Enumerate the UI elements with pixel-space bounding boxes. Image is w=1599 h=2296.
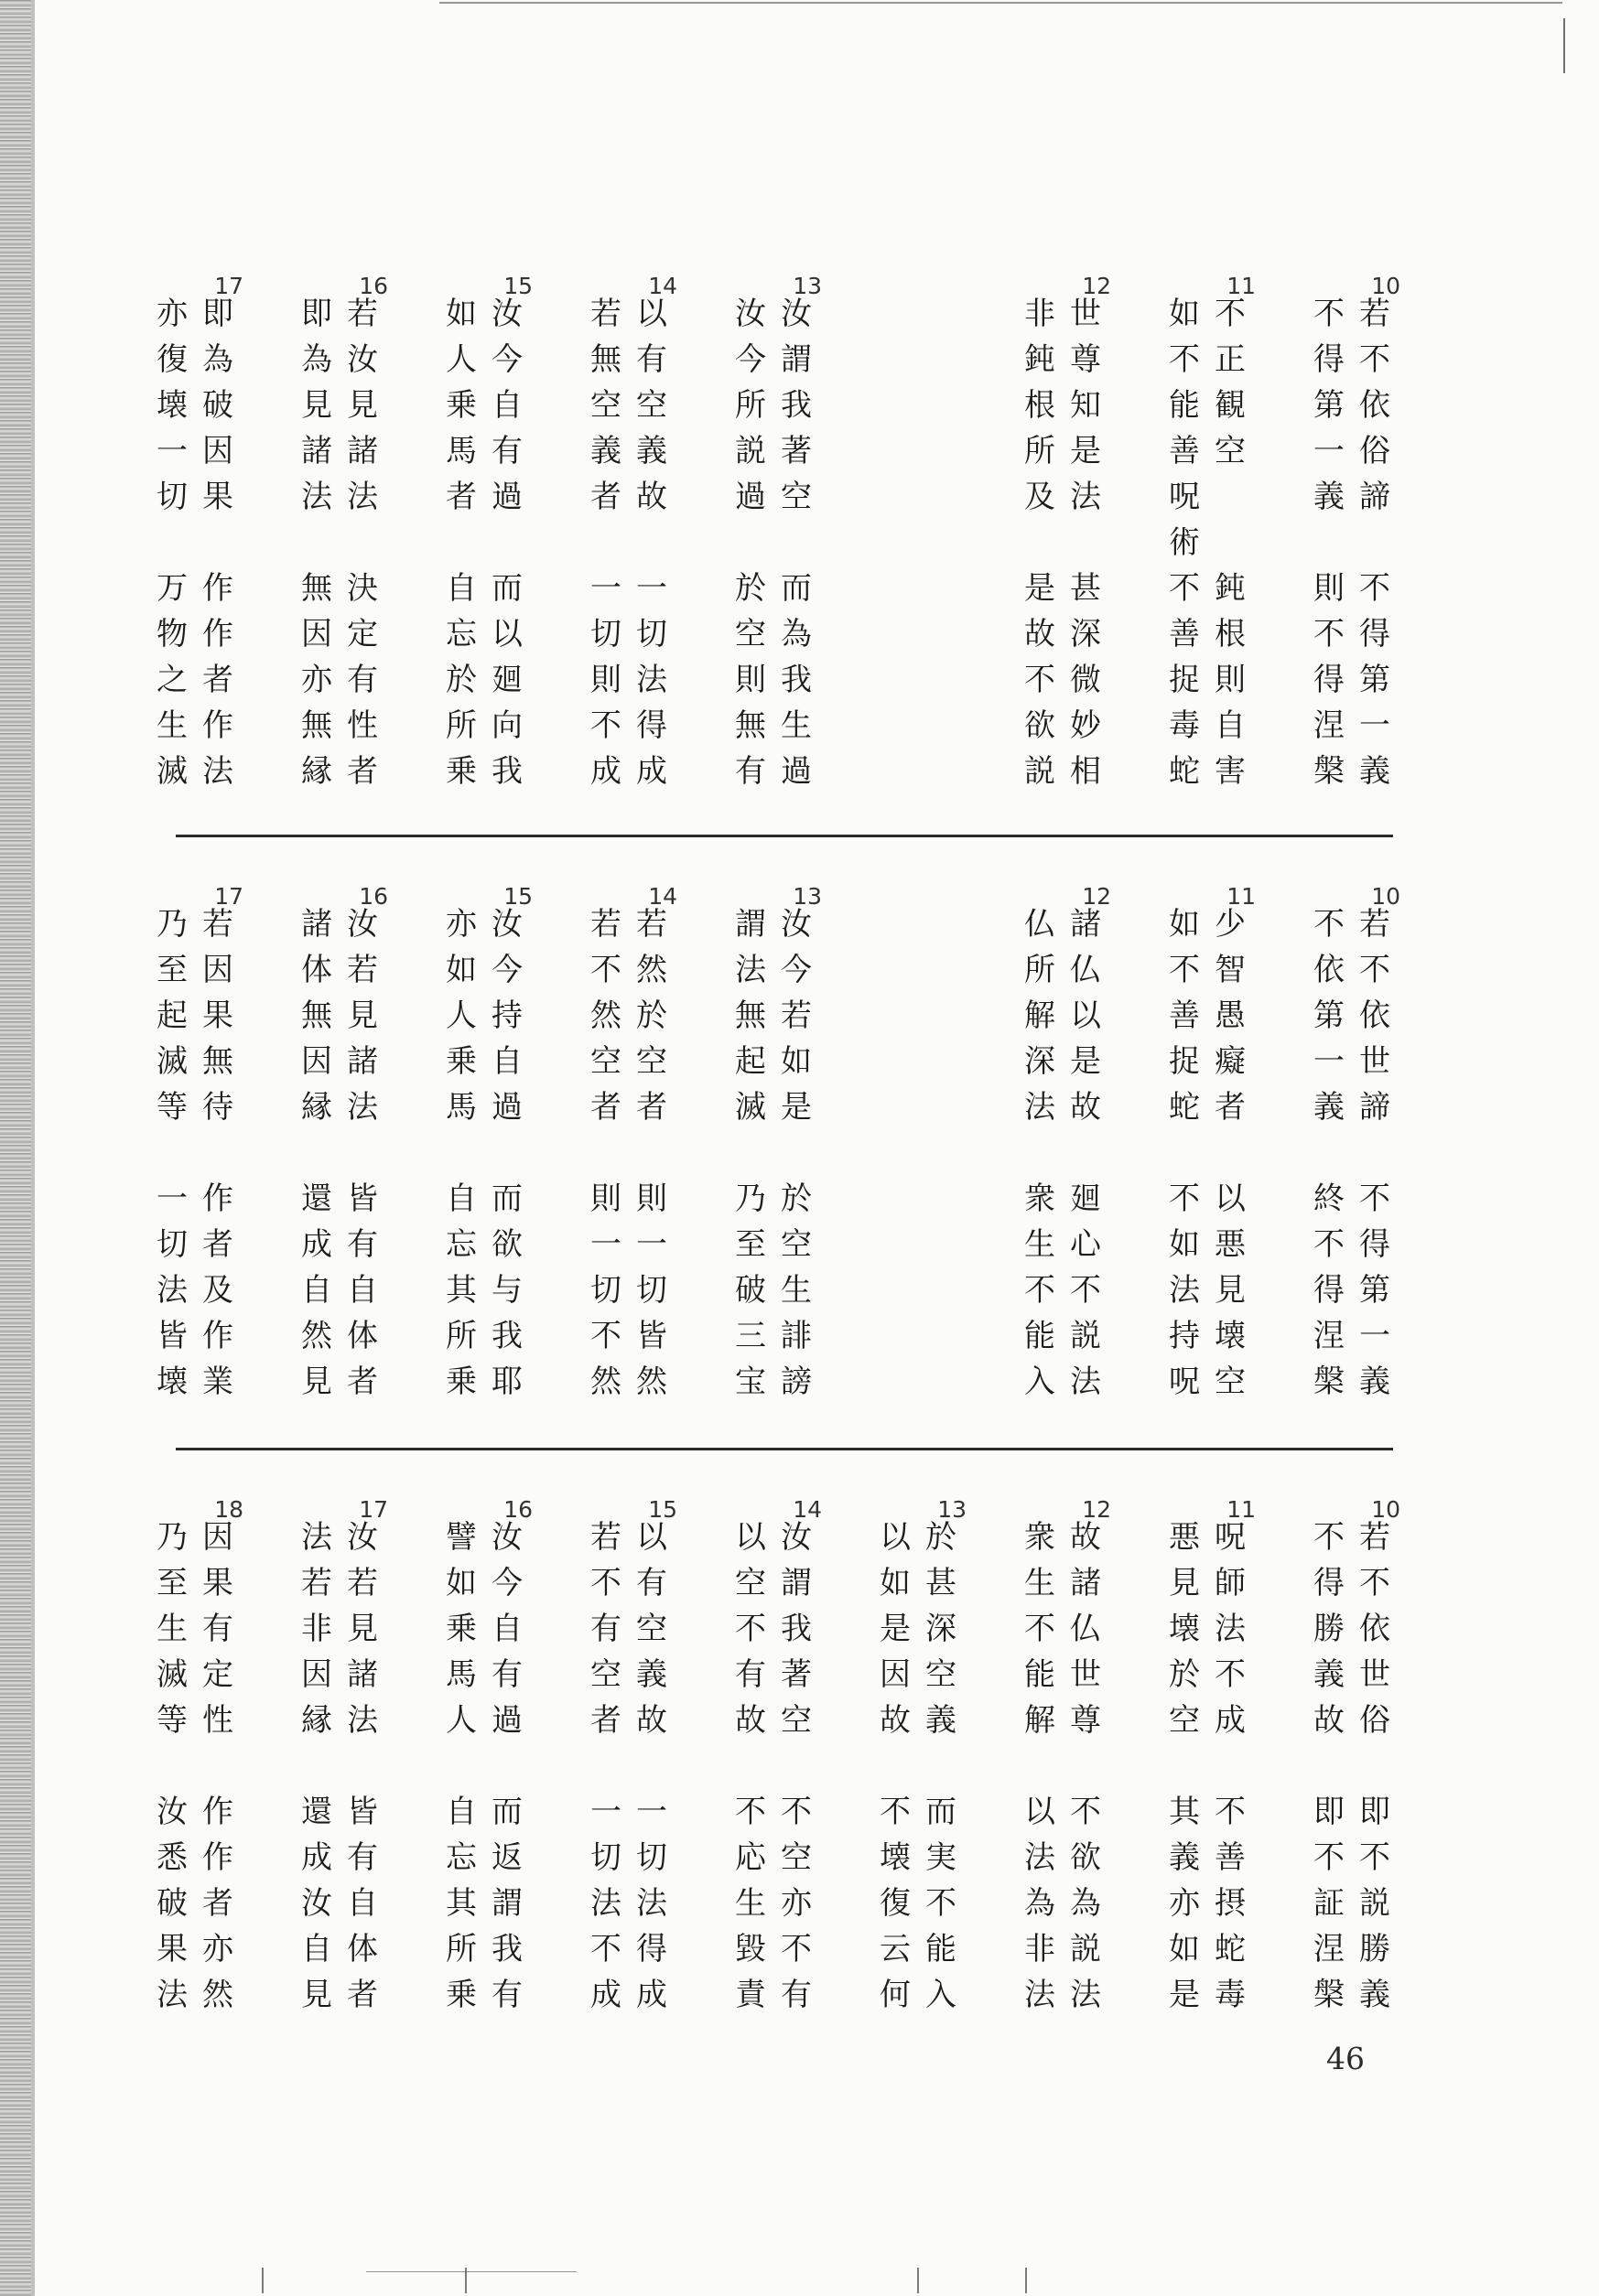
verse-number: 12 — [1082, 1496, 1111, 1523]
verse-line-left-upper: 若不然空者 — [590, 906, 621, 1126]
verse-column — [567, 1496, 677, 2064]
verse-line-right-upper: 不正観空 — [1215, 296, 1246, 469]
verse-line-right-upper: 若不依俗諦 — [1359, 296, 1390, 515]
verse-line-right-upper: 呪師法不成 — [1215, 1519, 1246, 1739]
verse-line-right-upper: 汝今自有過 — [492, 296, 523, 515]
verse-line-left-lower: 則不得涅槃 — [1313, 570, 1345, 790]
verse-line-left-upper: 亦如人乗馬 — [446, 906, 477, 1126]
verse-line-left-lower: 於空則無有 — [735, 570, 766, 790]
verse-line-right-upper: 以有空義故 — [636, 1519, 667, 1739]
verse-number: 14 — [793, 1496, 822, 1523]
verse-line-right-upper: 世尊知是法 — [1070, 296, 1101, 515]
verse-line-left-lower: 是故不欲説 — [1024, 570, 1055, 790]
verse-line-left-lower: 衆生不能入 — [1024, 1180, 1055, 1400]
verse-line-left-upper: 以空不有故 — [735, 1519, 766, 1739]
verse-column — [712, 883, 822, 1450]
verse-line-left-lower: 則一切不然 — [590, 1180, 621, 1400]
verse-line-left-lower: 乃至破三宝 — [735, 1180, 766, 1400]
verse-line-right-upper: 以有空義故 — [636, 296, 667, 515]
verse-line-right-lower: 而欲与我耶 — [492, 1180, 523, 1400]
verse-line-left-upper: 如不能善呪術 — [1169, 296, 1200, 561]
verse-line-right-lower: 以悪見壊空 — [1215, 1180, 1246, 1400]
verse-column — [1146, 883, 1256, 1450]
verse-line-right-upper: 於甚深空義 — [925, 1519, 956, 1739]
verse-line-left-lower: 自忘其所乗 — [446, 1180, 477, 1400]
verse-number: 14 — [648, 273, 677, 299]
verse-number: 17 — [359, 1496, 388, 1523]
verse-line-left-upper: 謂法無起滅 — [735, 906, 766, 1126]
verse-line-left-upper: 不得第一義 — [1313, 296, 1345, 515]
verse-number: 16 — [503, 1496, 533, 1523]
verse-line-right-lower: 而返謂我有 — [492, 1794, 523, 2013]
verse-line-right-lower: 於空生誹謗 — [781, 1180, 812, 1400]
verse-line-left-lower: 還成自然見 — [301, 1180, 332, 1400]
verse-column — [423, 1496, 533, 2064]
verse-line-right-lower: 即不説勝義 — [1359, 1794, 1390, 2013]
verse-column — [567, 273, 677, 840]
verse-number: 16 — [359, 273, 388, 299]
verse-line-left-upper: 譬如乗馬人 — [446, 1519, 477, 1739]
verse-line-right-upper: 若然於空者 — [636, 906, 667, 1126]
verse-line-left-upper: 不得勝義故 — [1313, 1519, 1345, 1739]
verse-line-right-upper: 若汝見諸法 — [347, 296, 378, 515]
verse-line-right-lower: 不善摂蛇毒 — [1215, 1794, 1246, 2013]
verse-line-right-lower: 而以廻向我 — [492, 570, 523, 790]
bottom-scan-line — [366, 2271, 577, 2272]
verse-column — [1001, 883, 1111, 1450]
verse-number: 15 — [648, 1496, 677, 1523]
verse-number: 10 — [1371, 273, 1400, 299]
verse-line-left-lower: 無因亦無縁 — [301, 570, 332, 790]
verse-line-right-upper: 即為破因果 — [202, 296, 233, 515]
verse-line-right-lower: 作者及作業 — [202, 1180, 233, 1400]
verse-line-right-lower: 作作者作法 — [202, 570, 233, 790]
verse-line-left-upper: 乃至生滅等 — [157, 1519, 188, 1739]
verse-number: 11 — [1226, 273, 1256, 299]
verse-column — [134, 883, 243, 1450]
verse-line-left-upper: 如人乗馬者 — [446, 296, 477, 515]
verse-line-right-upper: 若因果無待 — [202, 906, 233, 1126]
verse-line-left-upper: 亦復壊一切 — [157, 296, 188, 515]
verse-line-left-lower: 一切法不成 — [590, 1794, 621, 2013]
verse-line-left-lower: 汝悉破果法 — [157, 1794, 188, 2013]
verse-column — [1146, 273, 1256, 840]
verse-number: 14 — [648, 883, 677, 910]
verse-number: 11 — [1226, 1496, 1256, 1523]
top-edge-line — [439, 2, 1562, 4]
verse-line-right-lower: 不得第一義 — [1359, 570, 1390, 790]
verse-number: 13 — [793, 273, 822, 299]
verse-line-left-upper: 悪見壊於空 — [1169, 1519, 1200, 1739]
verse-line-left-lower: 不善捉毒蛇 — [1169, 570, 1200, 790]
verse-line-right-upper: 汝若見諸法 — [347, 1519, 378, 1739]
verse-line-left-upper: 即為見諸法 — [301, 296, 332, 515]
stanza-3 — [0, 1496, 1599, 2064]
verse-number: 11 — [1226, 883, 1256, 910]
verse-line-left-upper: 諸体無因縁 — [301, 906, 332, 1126]
verse-line-left-upper: 乃至起滅等 — [157, 906, 188, 1126]
verse-line-left-upper: 如不善捉蛇 — [1169, 906, 1200, 1126]
verse-line-left-lower: 其義亦如是 — [1169, 1794, 1200, 2013]
verse-line-right-upper: 故諸仏世尊 — [1070, 1519, 1101, 1739]
verse-number: 13 — [793, 883, 822, 910]
verse-line-left-lower: 自忘其所乗 — [446, 1794, 477, 2013]
verse-line-right-lower: 則一切皆然 — [636, 1180, 667, 1400]
verse-line-left-lower: 一切則不成 — [590, 570, 621, 790]
verse-line-right-lower: 甚深微妙相 — [1070, 570, 1101, 790]
verse-column — [278, 273, 388, 840]
verse-line-left-lower: 不壊復云何 — [880, 1794, 911, 2013]
verse-line-right-upper: 諸仏以是故 — [1070, 906, 1101, 1126]
verse-number: 18 — [214, 1496, 243, 1523]
verse-number: 10 — [1371, 1496, 1400, 1523]
verse-column — [1291, 273, 1400, 840]
verse-line-left-upper: 若不有空者 — [590, 1519, 621, 1739]
verse-column — [857, 883, 967, 1450]
verse-line-left-lower: 一切法皆壊 — [157, 1180, 188, 1400]
verse-line-right-lower: 鈍根則自害 — [1215, 570, 1246, 790]
verse-column — [1146, 1496, 1256, 2064]
verse-line-left-upper: 若無空義者 — [590, 296, 621, 515]
verse-column — [712, 1496, 822, 2064]
verse-line-right-upper: 因果有定性 — [202, 1519, 233, 1739]
verse-line-left-lower: 不応生毀責 — [735, 1794, 766, 2013]
verse-line-left-upper: 汝今所説過 — [735, 296, 766, 515]
verse-column — [1001, 273, 1111, 840]
verse-line-right-upper: 汝謂我著空 — [781, 296, 812, 515]
verse-line-right-lower: 而実不能入 — [925, 1794, 956, 2013]
verse-line-left-upper: 仏所解深法 — [1024, 906, 1055, 1126]
verse-line-left-lower: 以法為非法 — [1024, 1794, 1055, 2013]
verse-line-right-lower: 皆有自体者 — [347, 1180, 378, 1400]
verse-line-left-lower: 自忘於所乗 — [446, 570, 477, 790]
page-number: 46 — [1326, 2041, 1365, 2076]
verse-number: 17 — [214, 273, 243, 299]
verse-line-left-lower: 終不得涅槃 — [1313, 1180, 1345, 1400]
verse-number: 16 — [359, 883, 388, 910]
verse-line-right-lower: 而為我生過 — [781, 570, 812, 790]
verse-number: 12 — [1082, 883, 1111, 910]
verse-line-right-lower: 不空亦不有 — [781, 1794, 812, 2013]
verse-line-right-upper: 若不依世俗 — [1359, 1519, 1390, 1739]
verse-line-left-lower: 即不証涅槃 — [1313, 1794, 1345, 2013]
verse-column — [278, 1496, 388, 2064]
verse-column — [1291, 883, 1400, 1450]
verse-line-right-lower: 廻心不説法 — [1070, 1180, 1101, 1400]
verse-line-right-lower: 決定有性者 — [347, 570, 378, 790]
verse-line-right-lower: 一切法得成 — [636, 570, 667, 790]
verse-line-right-lower: 不欲為説法 — [1070, 1794, 1101, 2013]
section-divider-2 — [176, 1448, 1393, 1450]
verse-line-right-upper: 汝今若如是 — [781, 906, 812, 1126]
verse-column — [1291, 1496, 1400, 2064]
verse-line-right-upper: 汝謂我著空 — [781, 1519, 812, 1739]
verse-line-right-upper: 汝今自有過 — [492, 1519, 523, 1739]
verse-column — [567, 883, 677, 1450]
verse-line-right-upper: 汝若見諸法 — [347, 906, 378, 1126]
stanza-1 — [0, 273, 1599, 840]
verse-line-right-upper: 少智愚癡者 — [1215, 906, 1246, 1126]
verse-column — [712, 273, 822, 840]
verse-number: 12 — [1082, 273, 1111, 299]
verse-line-left-upper: 非鈍根所及 — [1024, 296, 1055, 515]
verse-line-left-upper: 以如是因故 — [880, 1519, 911, 1739]
verse-line-left-upper: 不依第一義 — [1313, 906, 1345, 1126]
corner-mark — [1563, 18, 1565, 73]
verse-number: 13 — [937, 1496, 967, 1523]
verse-line-right-lower: 皆有自体者 — [347, 1794, 378, 2013]
verse-column — [134, 273, 243, 840]
verse-line-right-upper: 汝今持自過 — [492, 906, 523, 1126]
verse-number: 17 — [214, 883, 243, 910]
verse-number: 15 — [503, 883, 533, 910]
stanza-2 — [0, 883, 1599, 1450]
verse-line-right-upper: 若不依世諦 — [1359, 906, 1390, 1126]
verse-column — [423, 273, 533, 840]
verse-number: 15 — [503, 273, 533, 299]
verse-column — [423, 883, 533, 1450]
verse-column — [1001, 1496, 1111, 2064]
verse-line-left-lower: 還成汝自見 — [301, 1794, 332, 2013]
verse-column — [857, 1496, 967, 2064]
section-divider-1 — [176, 835, 1393, 837]
verse-column — [857, 273, 967, 840]
verse-column — [134, 1496, 243, 2064]
verse-line-left-lower: 不如法持呪 — [1169, 1180, 1200, 1400]
verse-line-left-lower: 万物之生滅 — [157, 570, 188, 790]
verse-line-left-upper: 法若非因縁 — [301, 1519, 332, 1739]
verse-column — [278, 883, 388, 1450]
verse-line-right-lower: 作作者亦然 — [202, 1794, 233, 2013]
verse-line-right-lower: 一切法得成 — [636, 1794, 667, 2013]
verse-line-left-upper: 衆生不能解 — [1024, 1519, 1055, 1739]
verse-line-right-lower: 不得第一義 — [1359, 1180, 1390, 1400]
verse-number: 10 — [1371, 883, 1400, 910]
